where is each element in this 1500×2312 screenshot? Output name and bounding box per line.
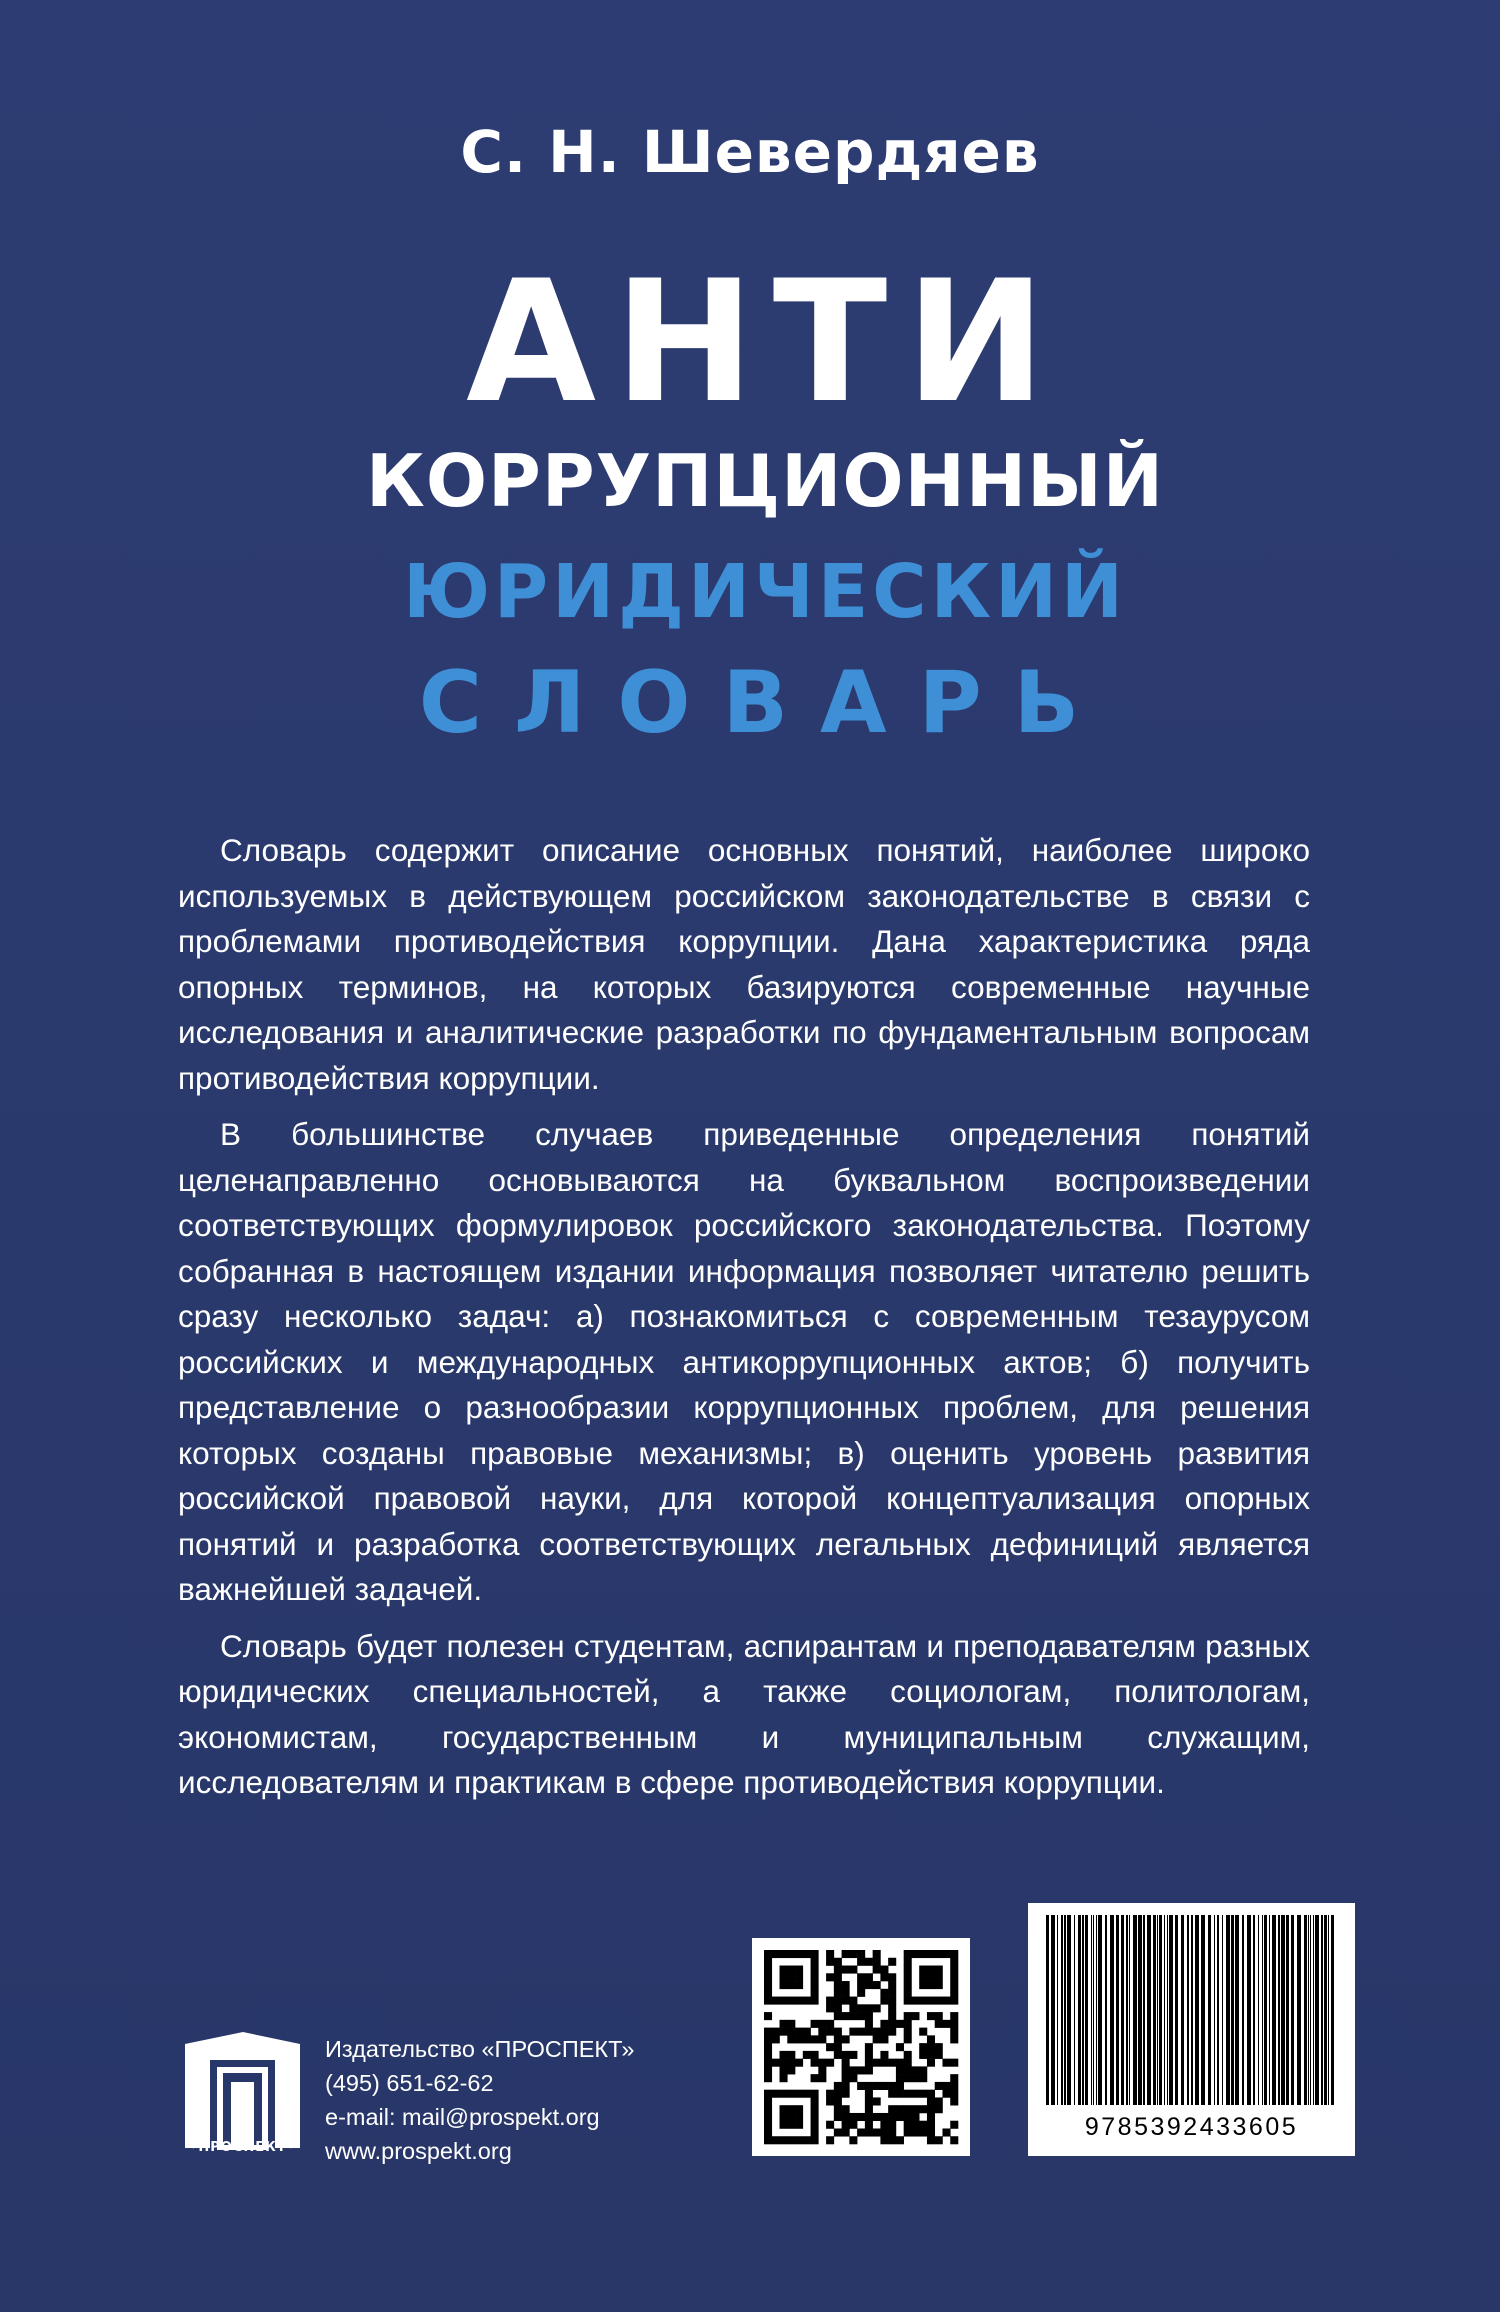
title-line-3: ЮРИДИЧЕСКИЙ: [403, 549, 1127, 635]
logo-caption: •ПРОСПЕКТ•: [189, 2140, 296, 2155]
publisher-email: e-mail: mail@prospekt.org: [325, 2104, 600, 2130]
qr-code-icon: [752, 1938, 970, 2156]
title-line-2: КОРРУПЦИОННЫЙ: [365, 439, 1164, 523]
publisher-website: www.prospekt.org: [325, 2138, 512, 2164]
title-line-4: СЛОВАРЬ: [418, 653, 1112, 753]
isbn-barcode: [1028, 1903, 1355, 2156]
publisher-name: Издательство «ПРОСПЕКТ»: [325, 2036, 635, 2062]
isbn-number: 9785392433605: [1084, 2113, 1299, 2141]
publisher-info: [325, 2032, 635, 2168]
description-paragraph-3: Словарь будет полезен студентам, аспирантам и преподавателям разных юридических специальностей, а также социологам, политологам, экономистам, государственным и муниципальным служащим, исследователям и практикам в сфере противодействия коррупции.: [178, 1627, 1310, 1800]
description-paragraph-1: Словарь содержит описание основных понятий, наиболее широко используемых в действующем российском законодательстве в связи с проблемами противодействия коррупции. Дана характеристика ряда опорных терминов, на которых базируются современные научные исследования и аналитические разработки по фундаментальным вопросам противодействия коррупции.: [178, 832, 1310, 1096]
title-line-1: АНТИ: [466, 244, 1064, 440]
barcode-bars-icon: [1028, 1903, 1355, 2113]
description-paragraph-2: В большинстве случаев приведенные определения понятий целенаправленно основываются на буквальном воспроизведении соответствующих формулировок российского законодательства. Поэтому собранная в настоящем издании информация позволяет читателю решить сразу несколько задач: а) познакомиться с современным тезаурусом российских и международных антикоррупционных актов; б) получить представление о разнообразии коррупционных проблем, для решения которых созданы правовые механизмы; в) оценить уровень развития российской правовой науки, для которой концептуализация опорных понятий и разработка соответствующих легальных дефиниций является важнейшей задачей.: [178, 1116, 1310, 1607]
author-name: С. Н. Шевердяев: [460, 118, 1040, 186]
book-description: [178, 828, 1310, 1817]
publisher-phone: (495) 651-62-62: [325, 2070, 494, 2096]
prospekt-logo-icon: [175, 2030, 310, 2150]
